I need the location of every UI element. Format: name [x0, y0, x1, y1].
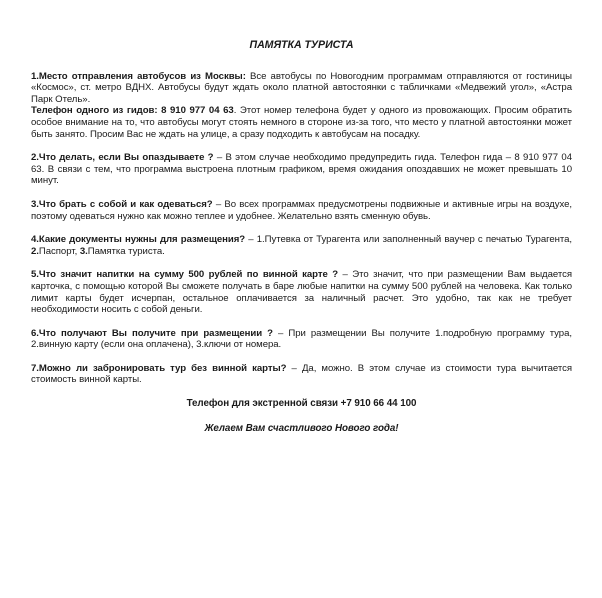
section-heading: 1.Место отправления автобусов из Москвы: — [31, 70, 246, 82]
section-text: – При размещении Вы получите 1.подробную программу тура, 2.винную карту (если она оплачена), 3.ключи от номера. — [31, 327, 572, 351]
section-text: – Да, можно. В этом случае из стоимости тура вычитается стоимость винной карты. — [31, 362, 572, 386]
section-text: – Это значит, что при размещении Вам выдается карточка, с помощью которой Вы сможете получать в баре любые напитки на сумму 500 рублей на человека. Как только лимит карты будет исчерпан, остальное оплачивается за наличный расчет. Это удобно, так как не требует необходимости носить с собой деньги. — [31, 269, 572, 316]
section-documents — [31, 234, 572, 257]
section-text: . Этот номер телефона будет у одного из провожающих. Просим обратить особое внимание на то, что автобусы могут стоять немного в стороне из-за того, что место у платной автостоянки может быть занято. Просим Вас не ждать на улице, а сразу подходить к автобусам на посадку. — [31, 105, 572, 140]
guide-phone-heading: Телефон одного из гидов: 8 910 977 04 63 — [31, 105, 234, 117]
section-heading: 4.Какие документы нужны для размещения? — [31, 234, 246, 246]
section-departure — [31, 71, 572, 141]
section-text: Памятка туриста. — [87, 245, 165, 257]
section-heading: 3.Что брать с собой и как одеваться? — [31, 198, 213, 210]
section-text: – В этом случае необходимо предупредить гида. Телефон гида – 8 910 977 04 63. В связи с тем, что программа выстроена плотным графиком, время ожидания опоздавших не может превышать 10 минут. — [31, 152, 572, 187]
section-text: Паспорт, — [38, 245, 80, 257]
section-heading: 7.Можно ли забронировать тур без винной карты? — [31, 362, 287, 374]
section-booking — [31, 363, 572, 386]
section-late — [31, 152, 572, 187]
list-number: 2. — [31, 245, 39, 257]
list-number: 3. — [79, 245, 88, 257]
section-heading: 2.Что делать, если Вы опаздываете ? — [31, 152, 214, 164]
emergency-phone: Телефон для экстренной связи +7 910 66 44 100 — [186, 398, 417, 410]
section-text: Все автобусы по Новогодним программам отправляются от гостиницы «Космос», ст. метро ВДНХ. Автобусы будут ждать около платной автостоянки с табличками «Медвежий угол», «Астра Парк Отель». — [31, 70, 572, 105]
section-text: – 1.Путевка от Турагента или заполненный ваучер с печатью Турагента, — [245, 234, 573, 246]
document-title: ПАМЯТКА ТУРИСТА — [249, 39, 354, 51]
new-year-wishes: Желаем Вам счастливого Нового года! — [204, 422, 399, 434]
section-heading: 5.Что значит напитки на сумму 500 рублей по винной карте ? — [31, 269, 339, 281]
section-check-in — [31, 328, 572, 351]
memo-document — [31, 40, 572, 434]
section-clothing — [31, 199, 572, 222]
section-text: – Во всех программах предусмотрены подвижные и активные игры на воздухе, поэтому одеваться нужно как можно теплее и удобнее. Желательно взять сменную обувь. — [31, 198, 572, 222]
section-wine-card — [31, 269, 572, 315]
section-heading: 6.Что получают Вы получите при размещении ? — [31, 327, 273, 339]
